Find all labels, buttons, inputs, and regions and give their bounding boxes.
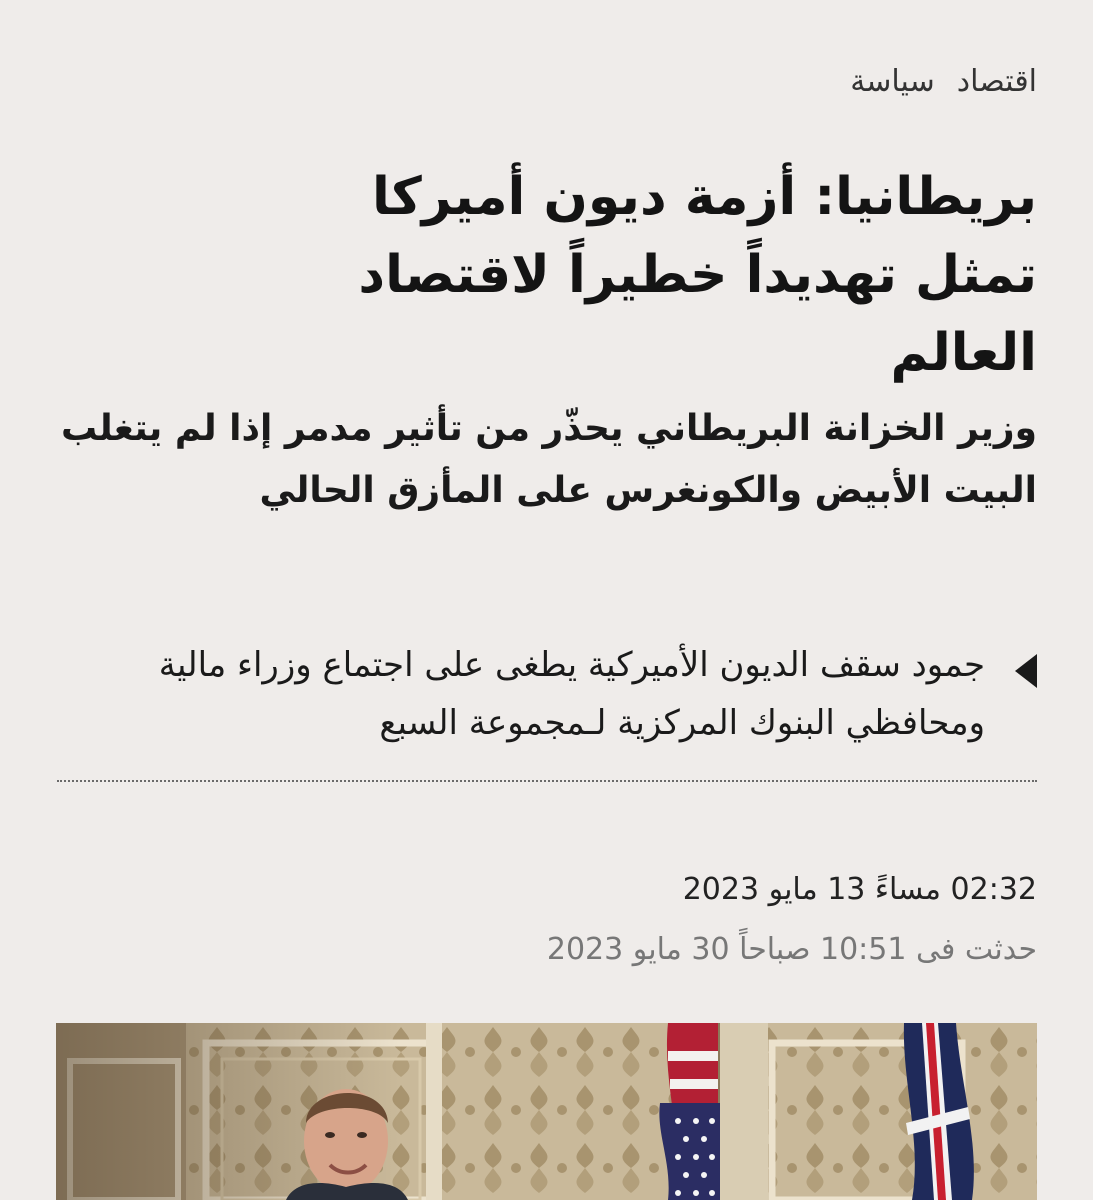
- triangle-left-icon: [1015, 654, 1037, 688]
- related-article-link[interactable]: [57, 636, 1037, 782]
- related-article-text[interactable]: جمود سقف الديون الأميركية يطغى على اجتماع وزراء مالية ومحافظي البنوك المركزية لـمجموعة السبع: [158, 645, 985, 743]
- tag-economy[interactable]: اقتصاد: [956, 64, 1037, 99]
- article-photo: [56, 1023, 1037, 1200]
- updated-timestamp: حدثت فى 10:51 صباحاً 30 مايو 2023: [546, 932, 1037, 967]
- category-tags: [850, 64, 1037, 99]
- article-photo-graphic: [56, 1023, 1037, 1200]
- article-subheadline: وزير الخزانة البريطاني يحذّر من تأثير مدمر إذا لم يتغلب البيت الأبيض والكونغرس على المأزق الحالي: [60, 408, 1037, 511]
- article-headline: بريطانيا: أزمة ديون أميركا تمثل تهديداً خطيراً لاقتصاد العالم: [358, 167, 1037, 383]
- published-timestamp: 02:32 مساءً 13 مايو 2023: [682, 872, 1037, 907]
- tag-politics[interactable]: سياسة: [850, 64, 935, 99]
